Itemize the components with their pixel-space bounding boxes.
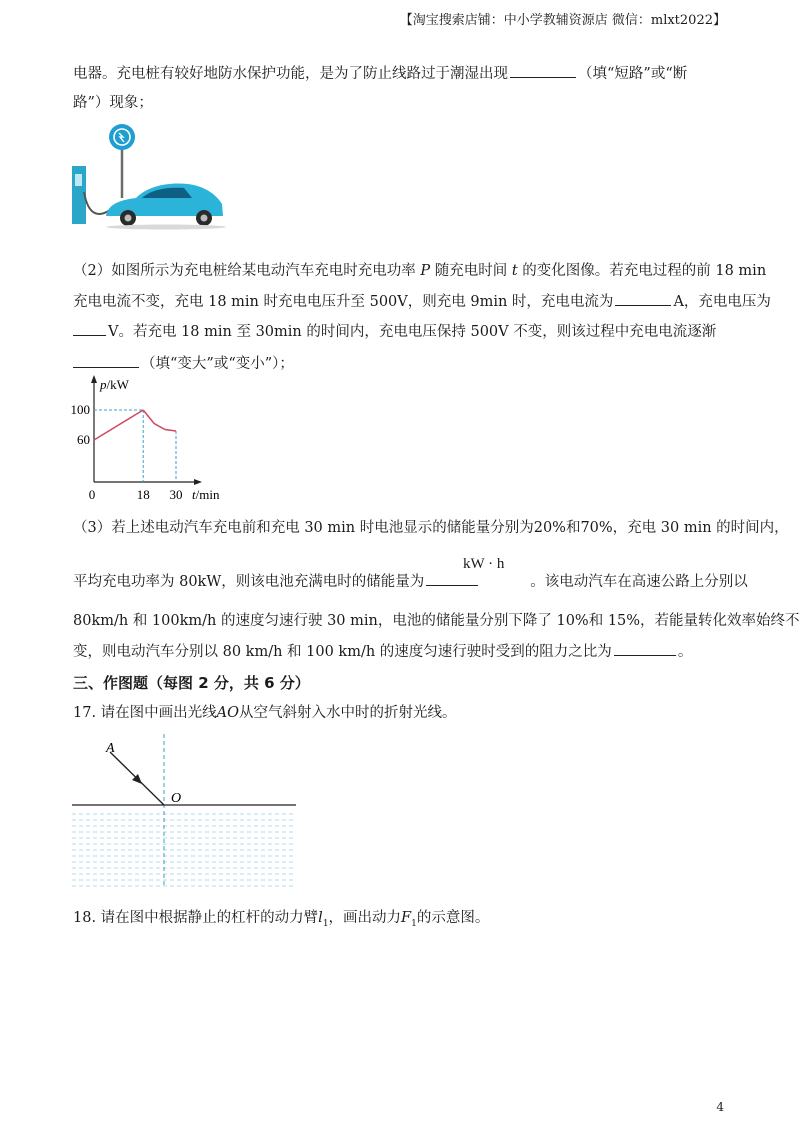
q16-p3-line4: 变，则电动汽车分别以 80 km/h 和 100 km/h 的速度匀速行驶时受到的阻力之比为 。: [73, 641, 692, 662]
q17-text: 17. 请在图中画出光线AO从空气斜射入水中时的折射光线。: [73, 705, 457, 721]
q16-line1-text-a: 电器。充电桩有较好地防水保护功能，是为了防止线路过于潮湿出现: [73, 66, 508, 82]
answer-blank-capacity[interactable]: [426, 571, 478, 586]
q16-line1-text-b: （填“短路”或“断: [578, 66, 688, 82]
answer-blank-current[interactable]: [615, 291, 671, 306]
x-axis-arrow: [194, 479, 202, 485]
refraction-diagram[interactable]: [70, 730, 300, 890]
series-line-1: [94, 410, 143, 440]
unit-kwh: kW · h: [463, 556, 505, 572]
label-O: O: [171, 791, 182, 806]
q16-p3-line2: 平均充电功率为 80kW，则该电池充满电时的储能量为 。该电动汽车在高速公路上分别以: [73, 571, 748, 592]
x-tick-label-30: 30: [169, 487, 183, 502]
series-line-2: [143, 410, 176, 431]
section-title-drawing: 三、作图题（每图 2 分，共 6 分）: [73, 674, 310, 692]
power-time-graph: [70, 372, 240, 504]
charging-cable: [84, 192, 110, 214]
answer-blank-current-trend[interactable]: [73, 353, 139, 368]
q16-line1: [73, 63, 687, 84]
q16-p3-line1: （3）若上述电动汽车充电前和充电 30 min 时电池显示的储能量分别为20%和70%，充电 30 min 的时间内，: [73, 520, 789, 536]
y-axis-label: p/kW: [100, 377, 129, 392]
q18-text: 18. 请在图中根据静止的杠杆的动力臂$l_1$，画出动力$F_1$的示意图。: [73, 910, 490, 929]
label-A: A: [106, 741, 115, 756]
var-t: t: [511, 263, 518, 279]
answer-blank-short-circuit[interactable]: [510, 63, 576, 78]
y-tick-label-100: 100: [70, 402, 90, 417]
x-tick-label-0: 0: [88, 487, 96, 502]
page-number: 4: [716, 1100, 724, 1114]
q16-p2-line2: 充电电流不变，充电 18 min 时充电电压升至 500V，则充电 9min 时，充电电流为 A，充电电压为: [73, 291, 771, 312]
x-axis-label: t/min: [192, 487, 220, 502]
q16-p2-line4: （填“变大”或“变小”）；: [73, 353, 294, 374]
answer-blank-voltage[interactable]: [73, 321, 106, 336]
water-region: [72, 814, 296, 886]
q16-p2-line3: V。若充电 18 min 至 30min 的时间内，充电电压保持 500V 不变，则该过程中充电电流逐渐: [73, 321, 716, 342]
charging-station-illustration: [70, 120, 230, 232]
q16-line2: 路”）现象；: [73, 95, 153, 111]
answer-blank-resistance-ratio[interactable]: [614, 641, 676, 656]
var-P: P: [420, 263, 431, 279]
y-axis-arrow: [91, 375, 97, 383]
page-header: 【淘宝搜索店铺：中小学教辅资源店 微信：mlxt2022】: [399, 13, 726, 28]
q16-p3-line3: 80km/h 和 100km/h 的速度匀速行驶 30 min，电池的储能量分别下降了 10%和 15%，若能量转化效率始终不: [73, 613, 800, 629]
y-tick-label-60: 60: [77, 432, 90, 447]
x-tick-label-18: 18: [136, 487, 150, 502]
q16-p2-line1: （2）如图所示为充电桩给某电动汽车充电时充电功率 P 随充电时间 t 的变化图像。若充电过程的前 18 min: [73, 263, 767, 279]
